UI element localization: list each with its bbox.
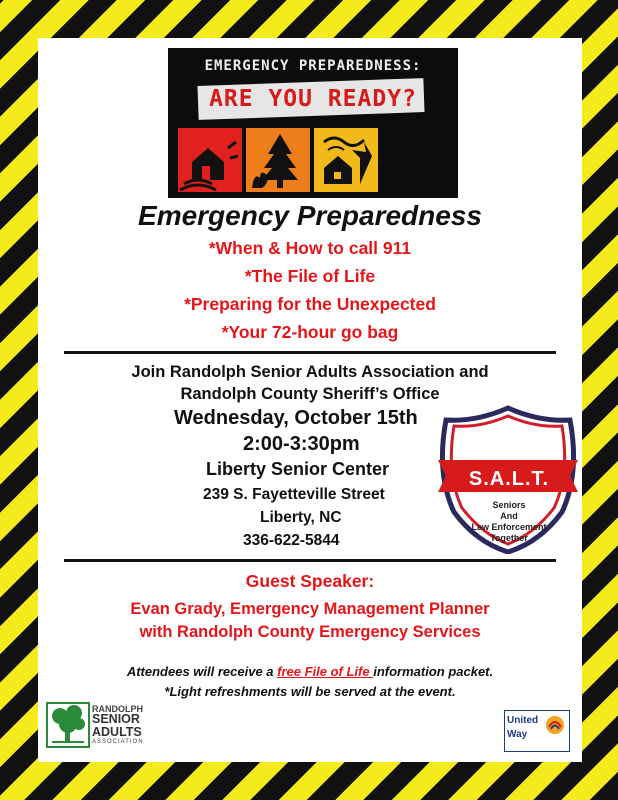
flyer-panel bbox=[38, 38, 582, 762]
banner-graphic bbox=[168, 48, 458, 198]
event-date: Wednesday, October 15th bbox=[174, 407, 418, 429]
divider bbox=[64, 559, 556, 562]
join-line: Join Randolph Senior Adults Association and bbox=[131, 363, 489, 381]
banner-top-text: EMERGENCY PREPAREDNESS: bbox=[204, 58, 422, 74]
event-phone: 336-622-5844 bbox=[243, 532, 340, 549]
earthquake-house-icon bbox=[178, 128, 242, 192]
united-way-logo bbox=[504, 710, 570, 752]
topic-item: *When & How to call 911 bbox=[208, 238, 412, 258]
storm-house-icon bbox=[314, 128, 378, 192]
salt-line: And bbox=[500, 511, 518, 521]
rsaa-name: RANDOLPH bbox=[92, 704, 143, 714]
page-title: Emergency Preparedness bbox=[138, 200, 482, 231]
topic-item: *The File of Life bbox=[244, 266, 376, 286]
uw-name: Way bbox=[507, 729, 528, 740]
speaker-line: with Randolph County Emergency Services bbox=[139, 623, 481, 641]
topic-item: *Your 72-hour go bag bbox=[221, 322, 399, 342]
note-text: information packet. bbox=[373, 664, 494, 679]
salt-acronym: S.A.L.T. bbox=[468, 468, 550, 490]
event-city: Liberty, NC bbox=[260, 509, 342, 526]
file-of-life-link[interactable]: free File of Life bbox=[277, 664, 374, 679]
event-venue: Liberty Senior Center bbox=[206, 459, 390, 479]
rsaa-name: SENIOR bbox=[92, 712, 140, 726]
banner-ask-text: ARE YOU READY? bbox=[209, 86, 417, 112]
uw-name: United bbox=[507, 715, 539, 726]
divider bbox=[64, 351, 556, 354]
speaker-line: Evan Grady, Emergency Management Planner bbox=[130, 600, 490, 618]
hand-rainbow-icon bbox=[545, 715, 565, 735]
salt-shield-logo bbox=[430, 404, 586, 554]
salt-line: Law Enforcement bbox=[471, 522, 547, 532]
refreshments-note: *Light refreshments will be served at the event. bbox=[164, 684, 456, 699]
event-time: 2:00-3:30pm bbox=[243, 433, 360, 455]
event-street: 239 S. Fayetteville Street bbox=[203, 486, 385, 503]
join-line: Randolph County Sheriff’s Office bbox=[180, 385, 440, 403]
attendee-note bbox=[38, 664, 582, 679]
wildfire-tree-icon bbox=[246, 128, 310, 192]
rsaa-logo bbox=[46, 702, 166, 752]
topic-item: *Preparing for the Unexpected bbox=[184, 294, 436, 314]
rsaa-name: ADULTS bbox=[92, 725, 142, 739]
salt-line: Seniors bbox=[492, 500, 526, 510]
salt-line: Together bbox=[490, 533, 528, 543]
rsaa-name: ASSOCIATION bbox=[92, 739, 144, 745]
speaker-heading: Guest Speaker: bbox=[245, 571, 375, 591]
tree-icon bbox=[46, 702, 90, 748]
note-text: Attendees will receive a bbox=[126, 664, 278, 679]
